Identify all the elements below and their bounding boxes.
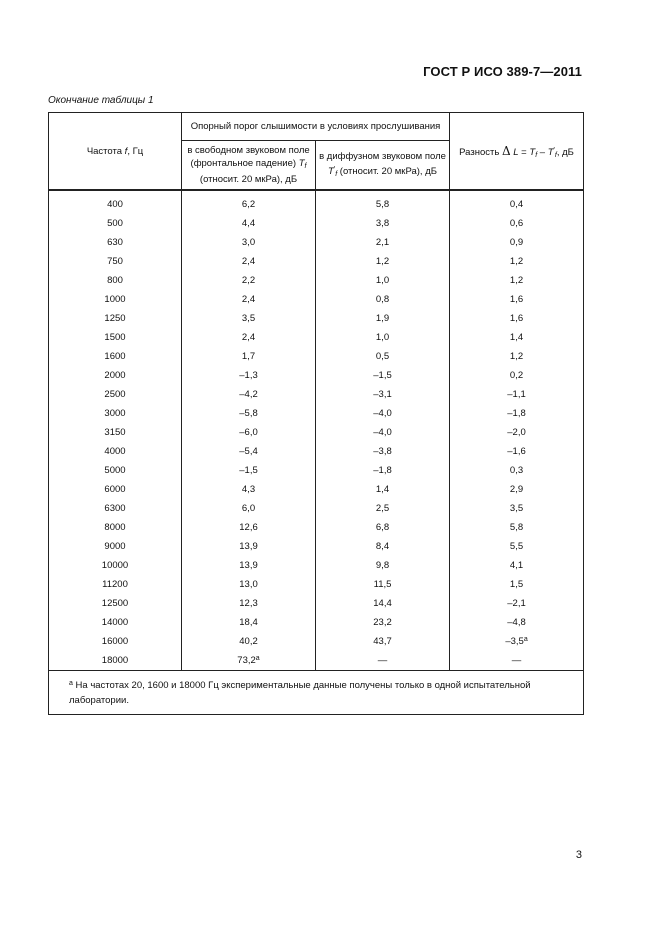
header-frequency [49,113,182,191]
cell-value: 13,0 [239,579,258,590]
table-row [49,461,584,480]
cell-diffuse-field [316,347,450,366]
cell-value: –5,4 [239,446,258,457]
table-row [49,499,584,518]
cell-value: 800 [107,275,123,286]
cell-frequency [49,556,182,575]
cell-value: 1,9 [375,313,390,324]
cell-diffuse-field [316,556,450,575]
cell-free-field [182,594,316,613]
cell-frequency [49,190,182,214]
cell-value: 11200 [102,579,128,590]
cell-value: –1,5 [239,465,258,476]
cell-diffuse-field [316,461,450,480]
cell-free-field [182,366,316,385]
cell-diffuse-field [316,442,450,461]
cell-diffuse-field [316,518,450,537]
cell-difference [450,309,584,328]
cell-frequency [49,252,182,271]
table-row [49,518,584,537]
cell-difference [450,190,584,214]
cell-free-field [182,499,316,518]
cell-value: –6,0 [239,427,258,438]
delta-symbol: Δ [501,143,511,158]
cell-value: 12500 [101,598,129,609]
cell-value: –3,8 [373,446,392,457]
table-row-18000 [49,651,584,671]
cell-value: 14000 [101,617,129,628]
cell-difference: — [450,651,584,671]
cell-diffuse-field [316,385,450,404]
header-free-var: T [298,158,305,169]
cell-value: –1,5 [373,370,392,381]
cell-value: 1,0 [375,275,390,286]
table-caption: Окончание таблицы 1 [48,95,154,106]
cell-free-field [182,575,316,594]
cell-diffuse-field [316,309,450,328]
cell-frequency [49,594,182,613]
cell-value: 4000 [104,446,126,457]
cell-value: 8000 [104,522,126,533]
cell-free-field [182,385,316,404]
cell-difference [450,499,584,518]
cell-diffuse-field [316,214,450,233]
cell-value: 1,6 [509,313,524,324]
cell-frequency [49,347,182,366]
header-group-threshold: Опорный порог слышимости в условиях прослушивания [182,113,450,141]
table-row [49,214,584,233]
table-row [49,385,584,404]
cell-free-field [182,537,316,556]
cell-frequency [49,442,182,461]
cell-difference [450,233,584,252]
header-diff-T2: T [547,146,554,158]
table-row [49,480,584,499]
cell-free-field [182,404,316,423]
cell-free-field [182,347,316,366]
header-difference [450,113,584,191]
cell-value: –4,0 [373,427,392,438]
cell-diffuse-field [316,271,450,290]
table-row [49,613,584,632]
cell-value: 1,2 [509,256,524,267]
cell-value: –1,1 [507,389,526,400]
cell-value: 5,8 [375,199,390,210]
cell-difference [450,537,584,556]
cell-value: 500 [107,218,123,229]
header-diff-minus: – [537,146,548,158]
cell-frequency [49,480,182,499]
cell-value: 40,2 [239,636,258,647]
cell-value: –4,8 [507,617,526,628]
cell-value: 5,8 [509,522,524,533]
cell-value: 4,3 [241,484,256,495]
cell-difference [450,328,584,347]
cell-value: 13,9 [239,541,258,552]
cell-value: 2000 [104,370,126,381]
cell-free-field [182,252,316,271]
cell-value: 0,6 [509,218,524,229]
cell-difference [450,252,584,271]
cell-diffuse-field [316,190,450,214]
cell-value: 3,0 [241,237,256,248]
header-diff-T1-sub: f [535,151,538,159]
cell-free-field [182,518,316,537]
cell-free-field [182,290,316,309]
cell-diffuse-field [316,328,450,347]
cell-frequency [49,366,182,385]
table-footnote [49,671,584,715]
cell-value: 43,7 [373,636,392,647]
footnote-marker: а [69,680,73,687]
cell-frequency [49,290,182,309]
cell-value: 16000 [101,636,129,647]
cell-frequency [49,461,182,480]
table-row [49,442,584,461]
cell-value: 9000 [104,541,126,552]
cell-difference [450,290,584,309]
cell-value: 5000 [104,465,126,476]
cell-value: 9,8 [375,560,390,571]
header-frequency-unit: , Гц [127,145,144,157]
table-row [49,252,584,271]
cell-value: 750 [107,256,123,267]
cell-free-field [182,480,316,499]
cell-value: –1,8 [373,465,392,476]
cell-value: 23,2 [373,617,392,628]
cell-value: 0,8 [375,294,390,305]
cell-value: 2,4 [241,332,256,343]
header-free-line2: (фронтальное падение) [190,158,299,169]
cell-diffuse-field [316,252,450,271]
cell-value: –4,2 [239,389,258,400]
cell-difference [450,366,584,385]
cell-free-field [182,632,316,651]
cell-free-field [182,613,316,632]
cell-value: 5,5 [509,541,524,552]
cell-difference [450,480,584,499]
cell-difference [450,594,584,613]
cell-value: 10000 [101,560,129,571]
cell-free-field [182,271,316,290]
table-row [49,404,584,423]
cell-free-field [182,556,316,575]
cell-value: 3,8 [375,218,390,229]
cell-value: 1,2 [375,256,390,267]
cell-difference [450,442,584,461]
cell-value: 1,4 [509,332,524,343]
cell-frequency [49,309,182,328]
table-row [49,309,584,328]
cell-value: 2,4 [241,294,256,305]
cell-diffuse-field [316,233,450,252]
cell-value: 6000 [104,484,126,495]
table-row [49,594,584,613]
cell-value: –5,8 [239,408,258,419]
cell-diffuse-field [316,290,450,309]
cell-value: 2,9 [509,484,524,495]
header-free-line1: в свободном звуковом поле [187,145,310,156]
cell-frequency [49,385,182,404]
cell-difference [450,214,584,233]
cell-frequency [49,214,182,233]
table-row [49,271,584,290]
header-frequency-label: Частота [86,145,125,157]
cell-free-value: 73,2 [237,655,256,666]
cell-value: 6,8 [375,522,390,533]
cell-value: 6,2 [241,199,256,210]
cell-value: 630 [107,237,123,248]
cell-diffuse-field [316,537,450,556]
cell-diffuse-field [316,613,450,632]
cell-value: 0,5 [375,351,390,362]
cell-value: 1500 [104,332,126,343]
cell-value: 0,4 [509,199,524,210]
table-row [49,556,584,575]
cell-free-field [182,328,316,347]
cell-frequency [49,613,182,632]
header-diff-T2-sub: f [554,151,557,159]
cell-value: 1600 [104,351,126,362]
header-diff-T2-prime: ' [553,146,555,154]
cell-frequency [49,271,182,290]
header-free-sub: f [304,163,307,170]
cell-value: 1,7 [241,351,256,362]
footnote-text: На частотах 20, 1600 и 18000 Гц экспериментальные данные получены только в одной испытательной лаборатории. [69,680,531,706]
cell-value: –3,5 [505,636,524,647]
cell-free-field [182,214,316,233]
cell-value: 2,2 [241,275,256,286]
cell-frequency [49,499,182,518]
cell-value: 8,4 [375,541,390,552]
cell-value: 0,9 [509,237,524,248]
header-free-field [182,141,316,191]
cell-value: 6,0 [241,503,256,514]
cell-value: 1,5 [509,579,524,590]
cell-diffuse-field [316,632,450,651]
cell-difference [450,556,584,575]
cell-value: 11,5 [373,579,392,590]
cell-value: 12,3 [239,598,258,609]
header-diffuse-var: T [328,165,334,177]
header-diffuse-rest: (относит. 20 мкРа), дБ [337,165,437,177]
cell-value: 400 [107,199,123,210]
cell-frequency: 18000 [49,651,182,671]
cell-free-field [182,651,316,671]
cell-difference [450,404,584,423]
cell-value: –1,3 [239,370,258,381]
cell-value: 13,9 [239,560,258,571]
cell-value: 1,6 [509,294,524,305]
cell-value: 1,4 [375,484,390,495]
table-row [49,290,584,309]
document-standard-id: ГОСТ Р ИСО 389-7—2011 [423,64,582,79]
cell-value: –2,0 [507,427,526,438]
cell-diffuse-field [316,575,450,594]
header-diff-eq: = [518,146,530,158]
cell-diffuse-field [316,480,450,499]
table-row [49,366,584,385]
cell-frequency [49,233,182,252]
header-diff-prefix: Разность [459,146,502,158]
cell-frequency [49,518,182,537]
cell-value: 2500 [104,389,126,400]
cell-diffuse-field [316,594,450,613]
cell-frequency [49,575,182,594]
table-row [49,328,584,347]
cell-value: –2,1 [507,598,526,609]
cell-value: 0,2 [509,370,524,381]
cell-value: 1000 [104,294,126,305]
cell-difference [450,347,584,366]
cell-frequency [49,632,182,651]
cell-value: 2,5 [375,503,390,514]
cell-value: 2,1 [375,237,390,248]
cell-value: 1250 [104,313,126,324]
header-diff-T1: T [529,146,536,158]
cell-diffuse-field: — [316,651,450,671]
table-footnote-row [49,671,584,715]
cell-value: –3,1 [373,389,392,400]
cell-free-field [182,309,316,328]
cell-diffuse-field [316,404,450,423]
cell-frequency [49,423,182,442]
cell-free-field [182,461,316,480]
cell-value: –1,6 [507,446,526,457]
cell-value: 3000 [104,408,126,419]
cell-value: 6300 [104,503,126,514]
cell-difference [450,271,584,290]
header-free-line3: (относит. 20 мкРа), дБ [199,174,298,185]
cell-diffuse-field [316,499,450,518]
cell-diffuse-field [316,366,450,385]
header-diffuse-line1: в диффузном звуковом поле [319,150,446,162]
cell-value: 18,4 [239,617,258,628]
cell-difference [450,423,584,442]
cell-value: 4,1 [509,560,524,571]
cell-frequency [49,328,182,347]
cell-free-field [182,423,316,442]
cell-free-field [182,233,316,252]
cell-value: 3,5 [241,313,256,324]
cell-difference [450,575,584,594]
table-row [49,347,584,366]
table-row [49,537,584,556]
cell-difference [450,518,584,537]
cell-frequency [49,404,182,423]
cell-value: 4,4 [241,218,256,229]
cell-value: 1,0 [375,332,390,343]
table-row [49,233,584,252]
cell-value: –1,8 [507,408,526,419]
cell-value: 1,2 [509,351,524,362]
cell-value: 3,5 [509,503,524,514]
cell-frequency [49,537,182,556]
cell-value: 12,6 [239,522,258,533]
table-row [49,575,584,594]
cell-value: 1,2 [509,275,524,286]
table-row [49,190,584,214]
footnote-marker: а [523,636,528,643]
table-row [49,632,584,651]
cell-diffuse-field [316,423,450,442]
cell-free-field [182,190,316,214]
header-diff-L: L [513,146,519,158]
header-diffuse-field [316,141,450,191]
cell-difference [450,385,584,404]
cell-value: –4,0 [373,408,392,419]
page-number: 3 [575,849,582,861]
cell-value: 14,4 [373,598,392,609]
header-diff-unit: , дБ [556,146,574,158]
header-diffuse-sub: f [335,170,338,178]
cell-value: 0,3 [509,465,524,476]
cell-value: 2,4 [241,256,256,267]
cell-difference [450,632,584,651]
cell-value: 3150 [104,427,126,438]
cell-difference [450,613,584,632]
header-diffuse-prime: ' [333,165,336,173]
cell-difference [450,461,584,480]
footnote-marker: а [255,655,260,662]
header-frequency-var: f [124,145,128,157]
table-row [49,423,584,442]
threshold-table [48,112,584,715]
cell-free-field [182,442,316,461]
